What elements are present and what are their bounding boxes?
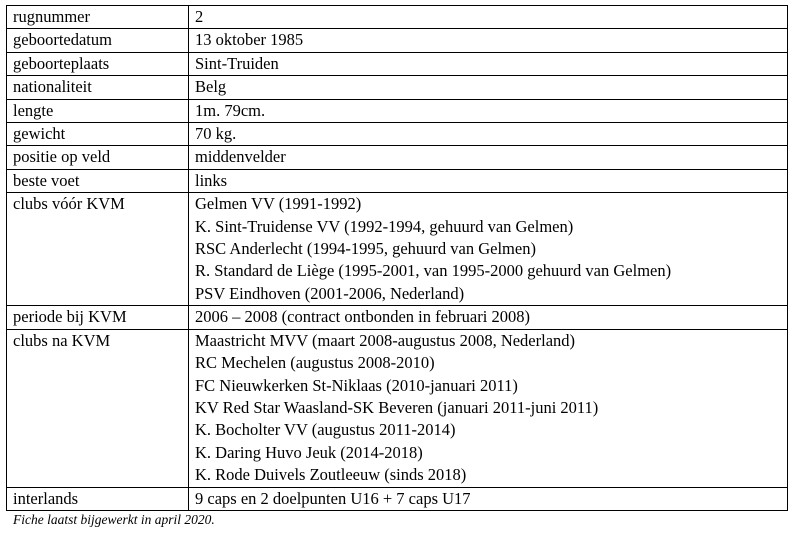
- club-line: RSC Anderlecht (1994-1995, gehuurd van Gelmen): [195, 239, 536, 259]
- club-line: Gelmen VV (1991-1992): [195, 194, 362, 214]
- player-fiche-table: [6, 5, 788, 511]
- label-cell: geboortedatum: [7, 29, 189, 52]
- value-cell: [189, 146, 788, 169]
- value-line: middenvelder: [195, 147, 286, 167]
- label-cell: gewicht: [7, 123, 189, 146]
- row-clubs-voor-kvm: [7, 193, 788, 306]
- club-line: K. Rode Duivels Zoutleeuw (sinds 2018): [195, 465, 467, 485]
- row-interlands: [7, 487, 788, 510]
- label-cell: nationaliteit: [7, 76, 189, 99]
- value-line: 2006 – 2008 (contract ontbonden in februari 2008): [195, 307, 530, 327]
- row-rugnummer: [7, 6, 788, 29]
- label-cell: interlands: [7, 487, 189, 510]
- value-cell: [189, 29, 788, 52]
- club-line: PSV Eindhoven (2001-2006, Nederland): [195, 283, 465, 303]
- row-beste-voet: [7, 169, 788, 192]
- row-clubs-na-kvm: [7, 329, 788, 487]
- value-cell: [189, 123, 788, 146]
- value-cell: [189, 169, 788, 192]
- value-line: Belg: [195, 77, 227, 97]
- value-line: 13 oktober 1985: [195, 30, 304, 50]
- club-line: KV Red Star Waasland-SK Beveren (januari 2011-juni 2011): [195, 397, 599, 417]
- player-fiche-body: [7, 6, 788, 511]
- row-geboortedatum: [7, 29, 788, 52]
- row-gewicht: [7, 123, 788, 146]
- row-lengte: [7, 99, 788, 122]
- label-cell: rugnummer: [7, 6, 189, 29]
- value-cell: [189, 487, 788, 510]
- club-line: RC Mechelen (augustus 2008-2010): [195, 353, 435, 373]
- value-cell: [189, 99, 788, 122]
- row-geboorteplaats: [7, 52, 788, 75]
- value-line: 9 caps en 2 doelpunten U16 + 7 caps U17: [195, 488, 471, 508]
- club-line: Maastricht MVV (maart 2008-augustus 2008, Nederland): [195, 330, 576, 350]
- row-positie-op-veld: [7, 146, 788, 169]
- footnote: Fiche laatst bijgewerkt in april 2020.: [13, 512, 215, 527]
- value-cell: [189, 6, 788, 29]
- label-cell: clubs na KVM: [7, 329, 189, 487]
- club-line: K. Bocholter VV (augustus 2011-2014): [195, 420, 456, 440]
- value-line: links: [195, 170, 228, 190]
- label-cell: beste voet: [7, 169, 189, 192]
- row-nationaliteit: [7, 76, 788, 99]
- value-line: 1m. 79cm.: [195, 100, 266, 120]
- value-cell: [189, 329, 788, 487]
- value-cell: [189, 52, 788, 75]
- value-line: 70 kg.: [195, 124, 237, 144]
- club-line: K. Sint-Truidense VV (1992-1994, gehuurd van Gelmen): [195, 216, 574, 236]
- club-line: K. Daring Huvo Jeuk (2014-2018): [195, 442, 423, 462]
- row-periode-bij-kvm: [7, 306, 788, 329]
- value-cell: [189, 306, 788, 329]
- label-cell: lengte: [7, 99, 189, 122]
- value-line: 2: [195, 7, 204, 26]
- label-cell: clubs vóór KVM: [7, 193, 189, 306]
- value-line: Sint-Truiden: [195, 53, 279, 73]
- club-line: FC Nieuwkerken St-Niklaas (2010-januari 2011): [195, 375, 518, 395]
- club-line: R. Standard de Liège (1995-2001, van 1995-2000 gehuurd van Gelmen): [195, 261, 672, 281]
- label-cell: geboorteplaats: [7, 52, 189, 75]
- value-cell: [189, 76, 788, 99]
- label-cell: positie op veld: [7, 146, 189, 169]
- value-cell: [189, 193, 788, 306]
- label-cell: periode bij KVM: [7, 306, 189, 329]
